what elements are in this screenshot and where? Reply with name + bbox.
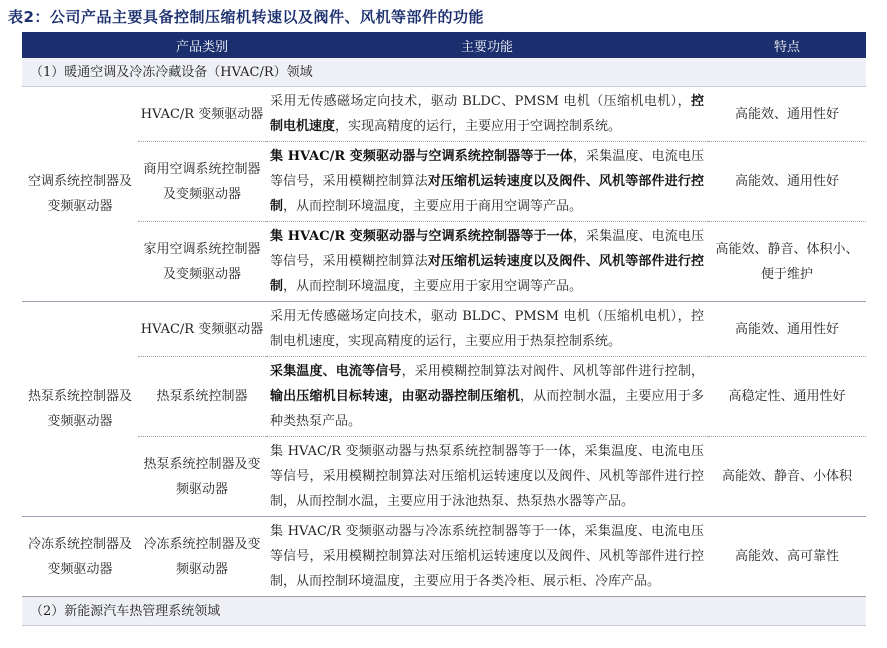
section-label: （1）暖通空调及冷冻冷藏设备（HVAC/R）领域: [22, 58, 866, 87]
section-row-hvacr: [22, 58, 866, 87]
product-function: 集 HVAC/R 变频驱动器与冷冻系统控制器等于一体，采集温度、电流电压等信号，采用模糊控制算法对压缩机运转速度以及阀件、风机等部件进行控制，从而控制环境温度，主要应用于各类冷柜、展示柜、冷库产品。: [266, 517, 708, 597]
product-name: 家用空调系统控制器及变频驱动器: [138, 222, 266, 302]
table-row: [22, 87, 866, 142]
product-name: 冷冻系统控制器及变频驱动器: [138, 517, 266, 597]
product-feature: 高稳定性、通用性好: [708, 357, 866, 437]
table-header-row: [22, 32, 866, 58]
product-name: 热泵系统控制器及变频驱动器: [138, 437, 266, 517]
table-title: 表2：公司产品主要具备控制压缩机转速以及阀件、风机等部件的功能: [8, 8, 484, 26]
product-name: 热泵系统控制器: [138, 357, 266, 437]
header-product-category: 产品类别: [138, 32, 266, 58]
product-function: 采用无传感磁场定向技术，驱动 BLDC、PMSM 电机（压缩机电机），控制电机速度，实现高精度的运行，主要应用于空调控制系统。: [266, 87, 708, 142]
group-label: 冷冻系统控制器及变频驱动器: [22, 517, 138, 597]
group-label: 热泵系统控制器及变频驱动器: [22, 302, 138, 517]
group-label: 空调系统控制器及变频驱动器: [22, 87, 138, 302]
header-features: 特点: [708, 32, 866, 58]
table-row: [22, 437, 866, 517]
section-label: （2）新能源汽车热管理系统领域: [22, 597, 866, 626]
product-feature: 高能效、静音、体积小、便于维护: [708, 222, 866, 302]
table-row: [22, 142, 866, 222]
table-row: [22, 302, 866, 357]
product-function: 采用无传感磁场定向技术，驱动 BLDC、PMSM 电机（压缩机电机），控制电机速度，实现高精度的运行，主要应用于热泵控制系统。: [266, 302, 708, 357]
header-category-group: [22, 32, 138, 58]
product-function: 集 HVAC/R 变频驱动器与热泵系统控制器等于一体，采集温度、电流电压等信号，采用模糊控制算法对压缩机运转速度以及阀件、风机等部件进行控制，从而控制水温，主要应用于泳池热泵、热泵热水器等产品。: [266, 437, 708, 517]
product-function: 集 HVAC/R 变频驱动器与空调系统控制器等于一体，采集温度、电流电压等信号，采用模糊控制算法对压缩机运转速度以及阀件、风机等部件进行控制，从而控制环境温度，主要应用于商用空调等产品。: [266, 142, 708, 222]
product-name: HVAC/R 变频驱动器: [138, 302, 266, 357]
product-name: 商用空调系统控制器及变频驱动器: [138, 142, 266, 222]
product-function-table: [22, 32, 866, 626]
table-row: [22, 357, 866, 437]
section-row-nev: [22, 597, 866, 626]
product-function: 集 HVAC/R 变频驱动器与空调系统控制器等于一体，采集温度、电流电压等信号，采用模糊控制算法对压缩机运转速度以及阀件、风机等部件进行控制，从而控制环境温度，主要应用于家用空调等产品。: [266, 222, 708, 302]
table-row: [22, 222, 866, 302]
product-feature: 高能效、通用性好: [708, 302, 866, 357]
product-feature: 高能效、通用性好: [708, 87, 866, 142]
product-feature: 高能效、静音、小体积: [708, 437, 866, 517]
product-function: 采集温度、电流等信号，采用模糊控制算法对阀件、风机等部件进行控制，输出压缩机目标转速，由驱动器控制压缩机，从而控制水温，主要应用于多种类热泵产品。: [266, 357, 708, 437]
product-feature: 高能效、通用性好: [708, 142, 866, 222]
table-row: [22, 517, 866, 597]
header-main-function: 主要功能: [266, 32, 708, 58]
product-name: HVAC/R 变频驱动器: [138, 87, 266, 142]
product-feature: 高能效、高可靠性: [708, 517, 866, 597]
